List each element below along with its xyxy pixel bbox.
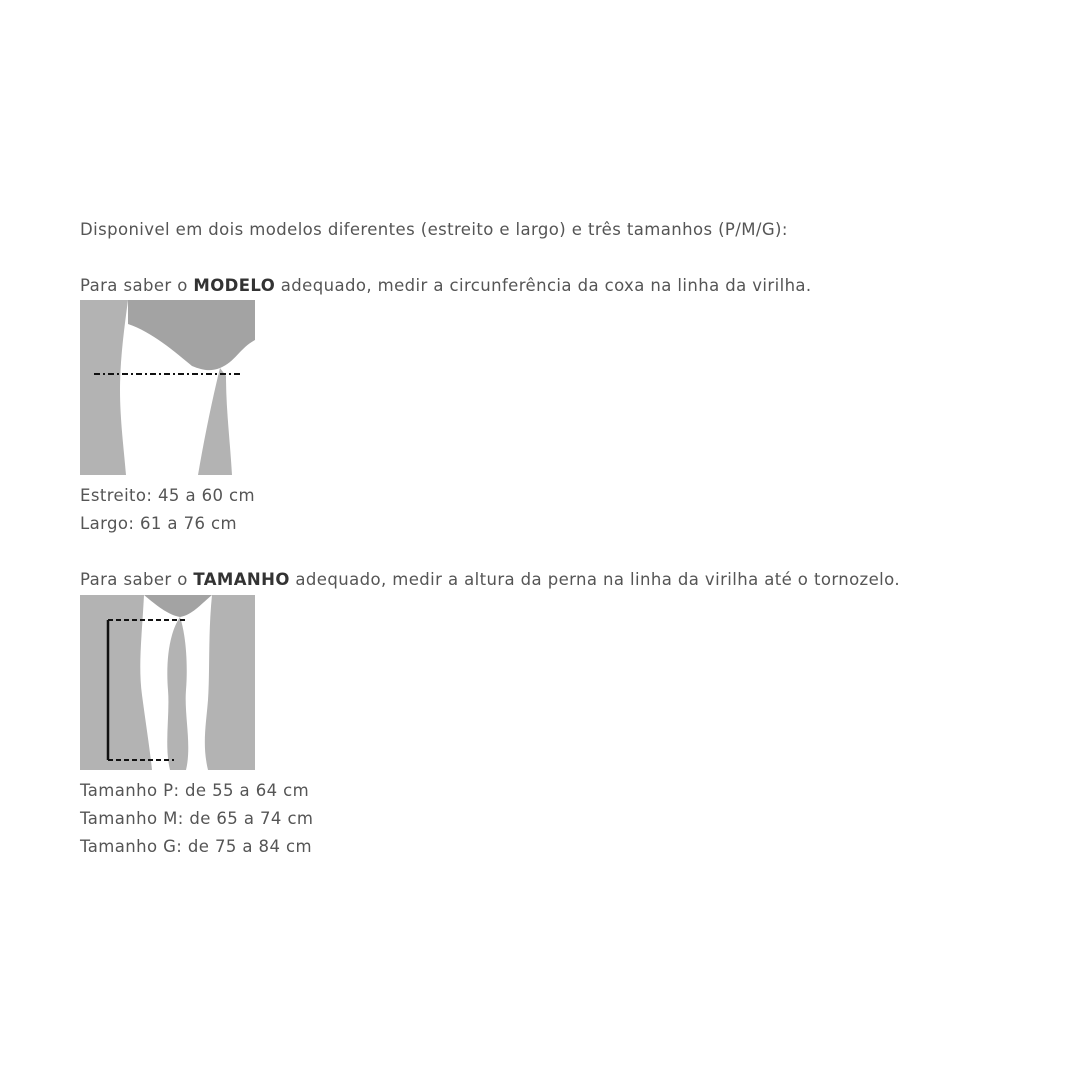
modelo-keyword: MODELO <box>193 276 276 295</box>
tamanho-prefix: Para saber o <box>80 570 194 589</box>
intro-text: Disponivel em dois modelos diferentes (estreito e largo) e três tamanhos (P/M/G): <box>80 220 788 239</box>
tamanho-option: Tamanho P: de 55 a 64 cm <box>80 781 310 800</box>
thigh-circumference-diagram-icon <box>80 300 255 475</box>
tamanho-option: Tamanho M: de 65 a 74 cm <box>80 809 314 828</box>
leg-height-diagram-icon <box>80 595 255 770</box>
modelo-option: Estreito: 45 a 60 cm <box>80 486 255 505</box>
tamanho-instruction <box>80 570 900 590</box>
tamanho-keyword: TAMANHO <box>193 570 290 589</box>
modelo-instruction <box>80 276 812 296</box>
tamanho-suffix: adequado, medir a altura da perna na linha da virilha até o tornozelo. <box>289 570 901 589</box>
tamanho-option: Tamanho G: de 75 a 84 cm <box>80 837 312 856</box>
modelo-option: Largo: 61 a 76 cm <box>80 514 237 533</box>
modelo-suffix: adequado, medir a circunferência da coxa na linha da virilha. <box>275 276 812 295</box>
modelo-prefix: Para saber o <box>80 276 194 295</box>
